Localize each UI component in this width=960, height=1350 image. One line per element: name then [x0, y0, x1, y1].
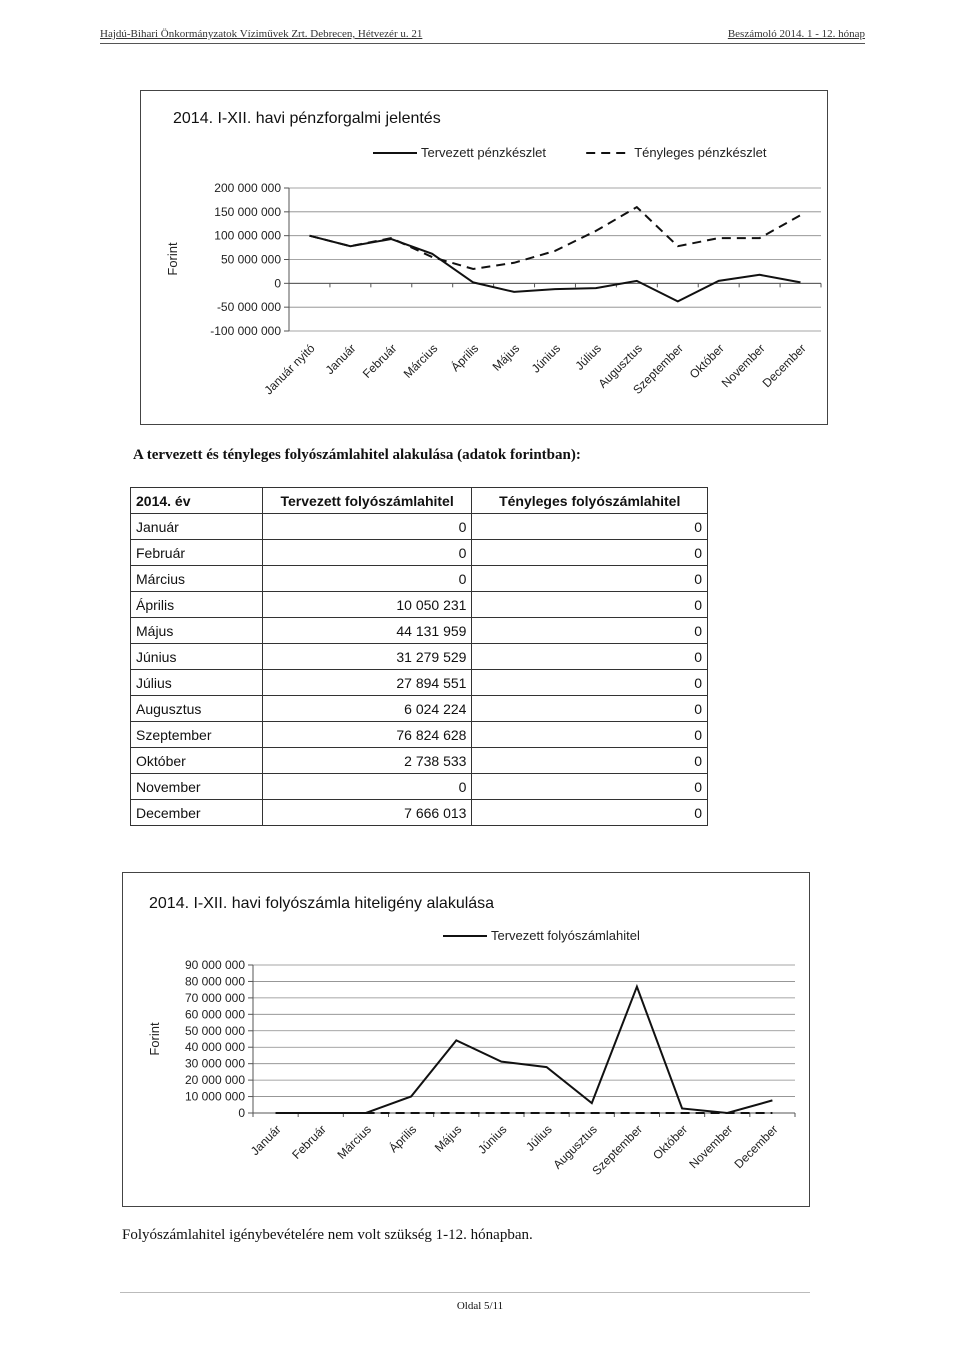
cashflow-chart-svg — [141, 91, 829, 426]
planned-cell: 0 — [262, 566, 472, 592]
planned-cell: 0 — [262, 774, 472, 800]
y-tick-label: -50 000 000 — [216, 300, 281, 315]
x-tick-label: Szeptember — [630, 341, 686, 397]
x-tick-label: Szeptember — [589, 1122, 646, 1178]
x-tick-label: Március — [334, 1122, 375, 1162]
legend-label: Tervezett folyószámlahitel — [491, 928, 640, 943]
month-cell: Június — [131, 644, 263, 670]
page-header — [100, 28, 865, 44]
section-caption: A tervezett és tényleges folyószámlahitel alakulása (adatok forintban): — [133, 447, 581, 463]
month-cell: Július — [131, 670, 263, 696]
actual-cell: 0 — [472, 800, 708, 826]
credit-table — [130, 487, 708, 826]
x-tick-label: November — [718, 341, 768, 391]
x-tick-label: Május — [431, 1122, 465, 1155]
table-header-year: 2014. év — [131, 488, 263, 514]
month-cell: Május — [131, 618, 263, 644]
cashflow-chart — [140, 90, 828, 425]
series-line — [276, 987, 773, 1113]
x-tick-label: Január — [247, 1122, 284, 1159]
y-tick-label: 0 — [274, 276, 281, 291]
x-tick-label: Március — [400, 341, 441, 381]
y-tick-label: 150 000 000 — [214, 204, 281, 219]
month-cell: Január — [131, 514, 263, 540]
x-tick-label: Június — [475, 1122, 510, 1157]
month-cell: December — [131, 800, 263, 826]
table-row — [131, 800, 708, 826]
y-tick-label: 200 000 000 — [214, 181, 281, 195]
x-tick-label: December — [731, 1122, 781, 1172]
planned-cell: 2 738 533 — [262, 748, 472, 774]
table-row — [131, 670, 708, 696]
table-row — [131, 774, 708, 800]
y-tick-label: 20 000 000 — [184, 1073, 245, 1088]
actual-cell: 0 — [472, 748, 708, 774]
y-tick-label: 60 000 000 — [184, 1007, 245, 1022]
table-row — [131, 696, 708, 722]
table-header-planned: Tervezett folyószámlahitel — [262, 488, 472, 514]
x-tick-label: Február — [359, 341, 400, 381]
y-tick-label: 40 000 000 — [184, 1040, 245, 1055]
planned-cell: 7 666 013 — [262, 800, 472, 826]
legend-label: Tervezett pénzkészlet — [421, 145, 547, 160]
series-line — [310, 236, 801, 302]
y-tick-label: 100 000 000 — [214, 228, 281, 243]
x-tick-label: December — [759, 341, 809, 391]
actual-cell: 0 — [472, 514, 708, 540]
x-tick-label: Április — [386, 1122, 420, 1156]
page-number: Oldal 5/11 — [456, 1300, 504, 1312]
actual-cell: 0 — [472, 592, 708, 618]
planned-cell: 27 894 551 — [262, 670, 472, 696]
table-row — [131, 748, 708, 774]
footnote: Folyószámlahitel igénybevételére nem volt szükség 1-12. hónapban. — [122, 1227, 533, 1243]
actual-cell: 0 — [472, 644, 708, 670]
actual-cell: 0 — [472, 670, 708, 696]
planned-cell: 44 131 959 — [262, 618, 472, 644]
planned-cell: 0 — [262, 514, 472, 540]
x-tick-label: Augusztus — [595, 341, 645, 391]
planned-cell: 76 824 628 — [262, 722, 472, 748]
month-cell: Október — [131, 748, 263, 774]
x-tick-label: Június — [528, 341, 564, 376]
legend-label: Tényleges pénzkészlet — [634, 145, 767, 160]
planned-cell: 31 279 529 — [262, 644, 472, 670]
month-cell: Szeptember — [131, 722, 263, 748]
y-tick-label: -100 000 000 — [210, 324, 281, 338]
table-header-actual: Tényleges folyószámlahitel — [472, 488, 708, 514]
credit-chart-svg — [123, 873, 811, 1208]
actual-cell: 0 — [472, 722, 708, 748]
planned-cell: 6 024 224 — [262, 696, 472, 722]
y-axis-label: Forint — [165, 242, 180, 276]
table-row — [131, 722, 708, 748]
table-row — [131, 592, 708, 618]
x-tick-label: Február — [289, 1122, 329, 1162]
header-report-period: Beszámoló 2014. 1 - 12. hónap — [727, 28, 865, 40]
y-tick-label: 90 000 000 — [184, 958, 245, 972]
x-tick-label: Január — [322, 341, 359, 378]
y-tick-label: 50 000 000 — [220, 252, 281, 267]
table-row — [131, 618, 708, 644]
actual-cell: 0 — [472, 540, 708, 566]
chart-title: 2014. I-XII. havi folyószámla hiteligény alakulása — [149, 895, 495, 912]
y-tick-label: 80 000 000 — [184, 974, 245, 989]
table-row — [131, 644, 708, 670]
y-tick-label: 30 000 000 — [184, 1056, 245, 1071]
table-row — [131, 540, 708, 566]
month-cell: Február — [131, 540, 263, 566]
actual-cell: 0 — [472, 696, 708, 722]
planned-cell: 10 050 231 — [262, 592, 472, 618]
x-tick-label: November — [686, 1122, 736, 1172]
actual-cell: 0 — [472, 566, 708, 592]
x-tick-label: Január nyitó — [261, 341, 318, 398]
table-row — [131, 514, 708, 540]
y-tick-label: 10 000 000 — [184, 1089, 245, 1104]
x-tick-label: Április — [448, 341, 482, 375]
x-tick-label: Július — [572, 341, 605, 373]
y-tick-label: 50 000 000 — [184, 1023, 245, 1038]
planned-cell: 0 — [262, 540, 472, 566]
y-axis-label: Forint — [147, 1022, 162, 1056]
month-cell: Április — [131, 592, 263, 618]
actual-cell: 0 — [472, 618, 708, 644]
month-cell: Augusztus — [131, 696, 263, 722]
x-tick-label: Július — [523, 1122, 555, 1154]
x-tick-label: Október — [650, 1122, 691, 1163]
x-tick-label: Október — [686, 341, 727, 382]
y-tick-label: 70 000 000 — [184, 990, 245, 1005]
footer-rule — [120, 1292, 810, 1293]
month-cell: November — [131, 774, 263, 800]
month-cell: Március — [131, 566, 263, 592]
y-tick-label: 0 — [238, 1106, 245, 1120]
x-tick-label: Augusztus — [550, 1122, 600, 1172]
x-tick-label: Május — [489, 341, 523, 374]
credit-chart — [122, 872, 810, 1207]
actual-cell: 0 — [472, 774, 708, 800]
table-row — [131, 566, 708, 592]
table-header-row — [131, 488, 708, 514]
chart-title: 2014. I-XII. havi pénzforgalmi jelentés — [173, 110, 441, 127]
header-company: Hajdú-Bihari Önkormányzatok Víziművek Zrt. Debrecen, Hétvezér u. 21 — [100, 28, 423, 40]
